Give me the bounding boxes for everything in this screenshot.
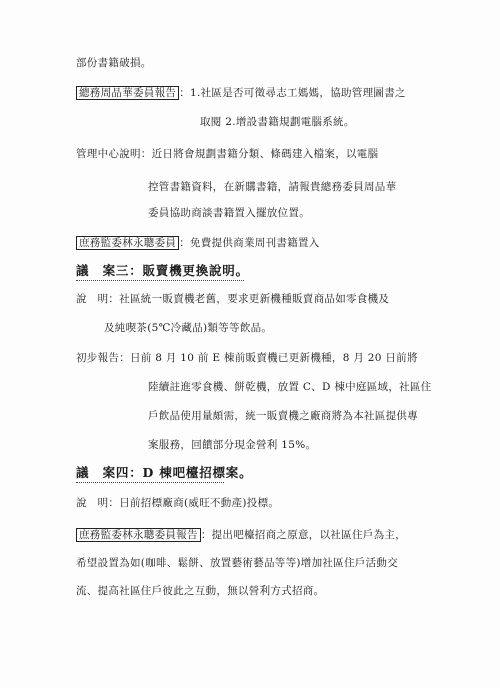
text-line-9: 說 明：社區統一販賣機老舊，要求更新機種販賣商品如零食機及 <box>76 293 390 305</box>
text-line-13: 戶飲品使用量頗需，統一販賣機之廠商將為本社區提供專 <box>148 410 418 422</box>
text-line-10: 及純喫茶(5℃冷藏品)類等等飲品。 <box>104 322 273 334</box>
reporter-label-general-affairs: 總務周品華委員報告 <box>76 86 179 100</box>
text-line-6: 委員協助商談書籍置入擺放位置。 <box>148 207 310 219</box>
text-line-11: 初步報告：日前 8 月 10 前 E 棟前販賣機已更新機種，8 月 20 日前將 <box>76 352 418 364</box>
reporter-label-supervisor-report: 庶務監委林永聰委員報告 <box>76 528 201 542</box>
report-text: ：1.社區是否可徵尋志工媽媽，協助管理圖書之 <box>179 87 406 99</box>
text-line-5: 控管書籍資料，在新購書籍，請報貴總務委員周品華 <box>148 181 397 193</box>
text-line-2 <box>76 86 406 100</box>
text-line-19: 流、提高社區住戶彼此之互動，無以營利方式招商。 <box>76 585 325 597</box>
reporter-label-supervisor: 庶務監委林永聰委員 <box>76 236 179 250</box>
text-line-3: 取閱 2.增設書籍規劃電腦系統。 <box>200 116 355 128</box>
text-line-12: 陸續註進零食機、餅乾機，放置 C、D 棟中庭區域，社區住 <box>148 381 432 393</box>
text-line-18: 希望設置為如(咖啡、鬆餅、放置藝術藝品等等)增加社區住戶活動交 <box>76 557 398 569</box>
report-text: ：提出吧檯招商之原意，以社區住戶為主， <box>200 529 407 541</box>
text-line-1: 部份書籍破損。 <box>76 57 152 69</box>
agenda-heading-4: 議 案四：D 棟吧檯招標案。 <box>76 465 253 480</box>
text-line-14: 案服務，回饋部分現金營利 15%。 <box>148 439 317 451</box>
text-line-16: 說 明：日前招標廠商(威旺不動產)投標。 <box>76 497 280 509</box>
text-line-7 <box>76 236 320 250</box>
text-line-4: 管理中心說明：近日將會規劃書籍分類、條碼建入檔案，以電腦 <box>76 148 379 160</box>
agenda-heading-3: 議 案三：販賣機更換說明。 <box>76 263 249 278</box>
heading-underline <box>76 482 224 483</box>
report-text: ：免費提供商業周刊書籍置入 <box>179 237 320 249</box>
heading-underline <box>76 280 244 281</box>
text-line-17 <box>76 528 406 542</box>
